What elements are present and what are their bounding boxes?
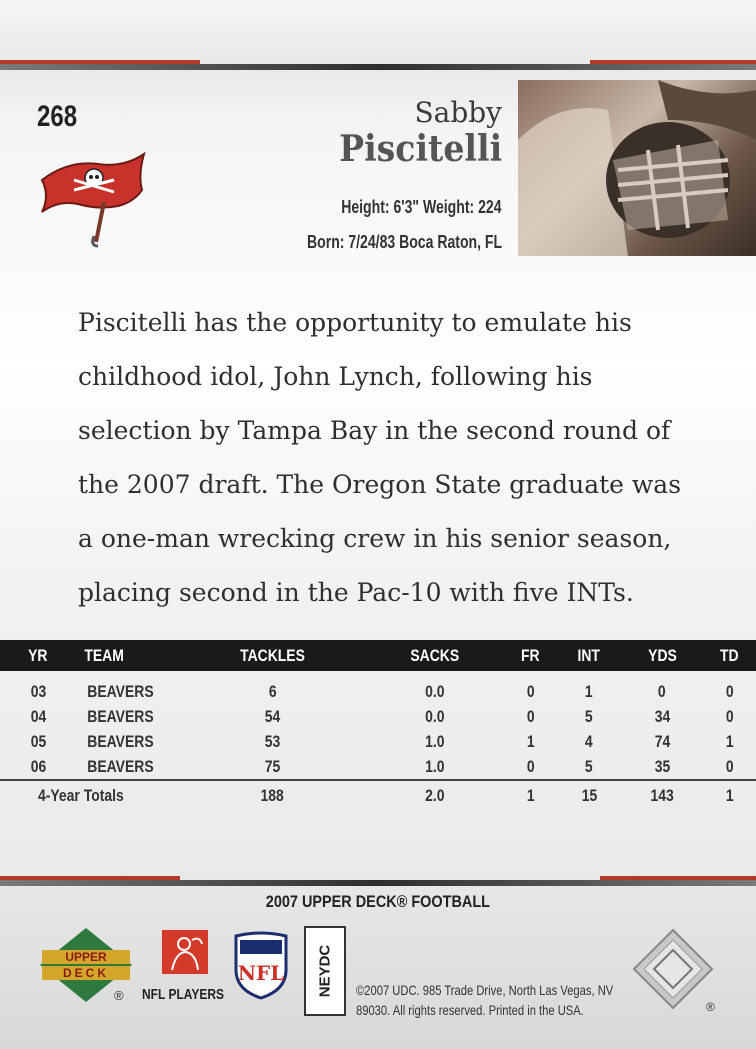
bio-line: a one-man wrecking crew in his senior season, bbox=[78, 524, 672, 553]
cell-fr: 1 bbox=[526, 731, 535, 751]
cell-td: 0 bbox=[725, 681, 734, 701]
hologram-icon bbox=[632, 928, 714, 1010]
buccaneers-flag-icon bbox=[38, 150, 150, 250]
cell-yds: 34 bbox=[654, 706, 670, 726]
cell-sacks: 1.0 bbox=[424, 731, 445, 751]
nfl-shield-icon bbox=[232, 930, 290, 1000]
cell-yds: 0 bbox=[658, 681, 666, 701]
total-int: 15 bbox=[581, 786, 597, 805]
player-first-name: Sabby bbox=[414, 96, 502, 129]
upper-deck-registered: ® bbox=[114, 988, 124, 1003]
cell-td: 0 bbox=[725, 706, 734, 726]
total-sacks: 2.0 bbox=[424, 786, 445, 805]
cell-yr: 04 bbox=[30, 706, 46, 726]
cell-yds: 35 bbox=[654, 756, 670, 776]
total-yds: 143 bbox=[650, 786, 674, 805]
nfl-players-text: NFL PLAYERS bbox=[142, 986, 225, 1003]
card-series: 2007 UPPER DECK® FOOTBALL bbox=[265, 892, 491, 911]
stats-table bbox=[0, 640, 756, 811]
cell-fr: 0 bbox=[526, 756, 535, 776]
cell-yr: 06 bbox=[30, 756, 46, 776]
neydc-text: NEYDC bbox=[316, 944, 334, 998]
bottom-stripe bbox=[0, 876, 756, 886]
cell-sacks: 0.0 bbox=[424, 706, 445, 726]
cell-yds: 74 bbox=[654, 731, 670, 751]
header-yds: YDS bbox=[647, 645, 677, 665]
bio-line: childhood idol, John Lynch, following his bbox=[78, 362, 593, 391]
bio-line: selection by Tampa Bay in the second round of bbox=[78, 416, 671, 445]
totals-label: 4-Year Totals bbox=[38, 786, 124, 805]
nfl-players-icon bbox=[162, 930, 208, 974]
upper-deck-bottom-text: DECK bbox=[62, 966, 110, 980]
stats-totals-row bbox=[0, 780, 756, 811]
total-fr: 1 bbox=[526, 786, 535, 805]
header-team: TEAM bbox=[84, 645, 124, 665]
cell-yr: 03 bbox=[30, 681, 46, 701]
cell-sacks: 0.0 bbox=[424, 681, 445, 701]
copyright-line: 89030. All rights reserved. Printed in the USA. bbox=[356, 1002, 584, 1018]
bio-line: the 2007 draft. The Oregon State graduate was bbox=[78, 470, 682, 499]
cell-int: 5 bbox=[585, 756, 593, 776]
header-fr: FR bbox=[521, 645, 540, 665]
cell-tackles: 75 bbox=[264, 756, 281, 776]
top-band bbox=[0, 0, 756, 62]
header-sacks: SACKS bbox=[410, 645, 459, 665]
nfl-shield-text: NFL bbox=[237, 961, 285, 985]
cell-td: 1 bbox=[725, 731, 734, 751]
cell-tackles: 6 bbox=[268, 681, 277, 701]
stats-header-row bbox=[0, 640, 756, 671]
cell-int: 5 bbox=[585, 706, 593, 726]
cell-fr: 0 bbox=[526, 706, 535, 726]
hologram-registered: ® bbox=[706, 1000, 715, 1014]
stats-row bbox=[0, 729, 756, 754]
player-last-name: Piscitelli bbox=[339, 128, 502, 170]
bio-line: Piscitelli has the opportunity to emulate his bbox=[78, 308, 632, 337]
copyright bbox=[356, 980, 613, 1020]
total-td: 1 bbox=[725, 786, 734, 805]
cell-sacks: 1.0 bbox=[424, 756, 445, 776]
cell-tackles: 53 bbox=[264, 731, 281, 751]
top-stripe bbox=[0, 60, 756, 70]
bio-line: placing second in the Pac-10 with five INTs. bbox=[78, 578, 634, 607]
cell-int: 4 bbox=[585, 731, 593, 751]
cell-td: 0 bbox=[725, 756, 734, 776]
stats-row bbox=[0, 704, 756, 729]
cell-fr: 0 bbox=[526, 681, 535, 701]
header-int: INT bbox=[577, 645, 601, 665]
header-td: TD bbox=[720, 645, 739, 665]
cell-team: BEAVERS bbox=[87, 731, 154, 751]
upper-deck-top-text: UPPER bbox=[65, 950, 107, 964]
cell-team: BEAVERS bbox=[87, 756, 154, 776]
player-photo bbox=[518, 80, 756, 256]
bio-text bbox=[78, 296, 698, 620]
cell-team: BEAVERS bbox=[87, 681, 154, 701]
cell-int: 1 bbox=[585, 681, 593, 701]
cell-yr: 05 bbox=[30, 731, 46, 751]
header-tackles: TACKLES bbox=[240, 645, 305, 665]
stats-row bbox=[0, 679, 756, 704]
birth-info: Born: 7/24/83 Boca Raton, FL bbox=[306, 232, 502, 252]
copyright-line: ©2007 UDC. 985 Trade Drive, North Las Vegas, NV bbox=[356, 982, 614, 998]
cell-team: BEAVERS bbox=[87, 706, 154, 726]
height-weight: Height: 6'3" Weight: 224 bbox=[341, 197, 502, 217]
neydc-logo bbox=[304, 926, 346, 1016]
header-yr: YR bbox=[28, 645, 48, 665]
stats-row bbox=[0, 754, 756, 780]
total-tackles: 188 bbox=[260, 786, 285, 805]
card-number: 268 bbox=[37, 100, 78, 133]
cell-tackles: 54 bbox=[264, 706, 281, 726]
